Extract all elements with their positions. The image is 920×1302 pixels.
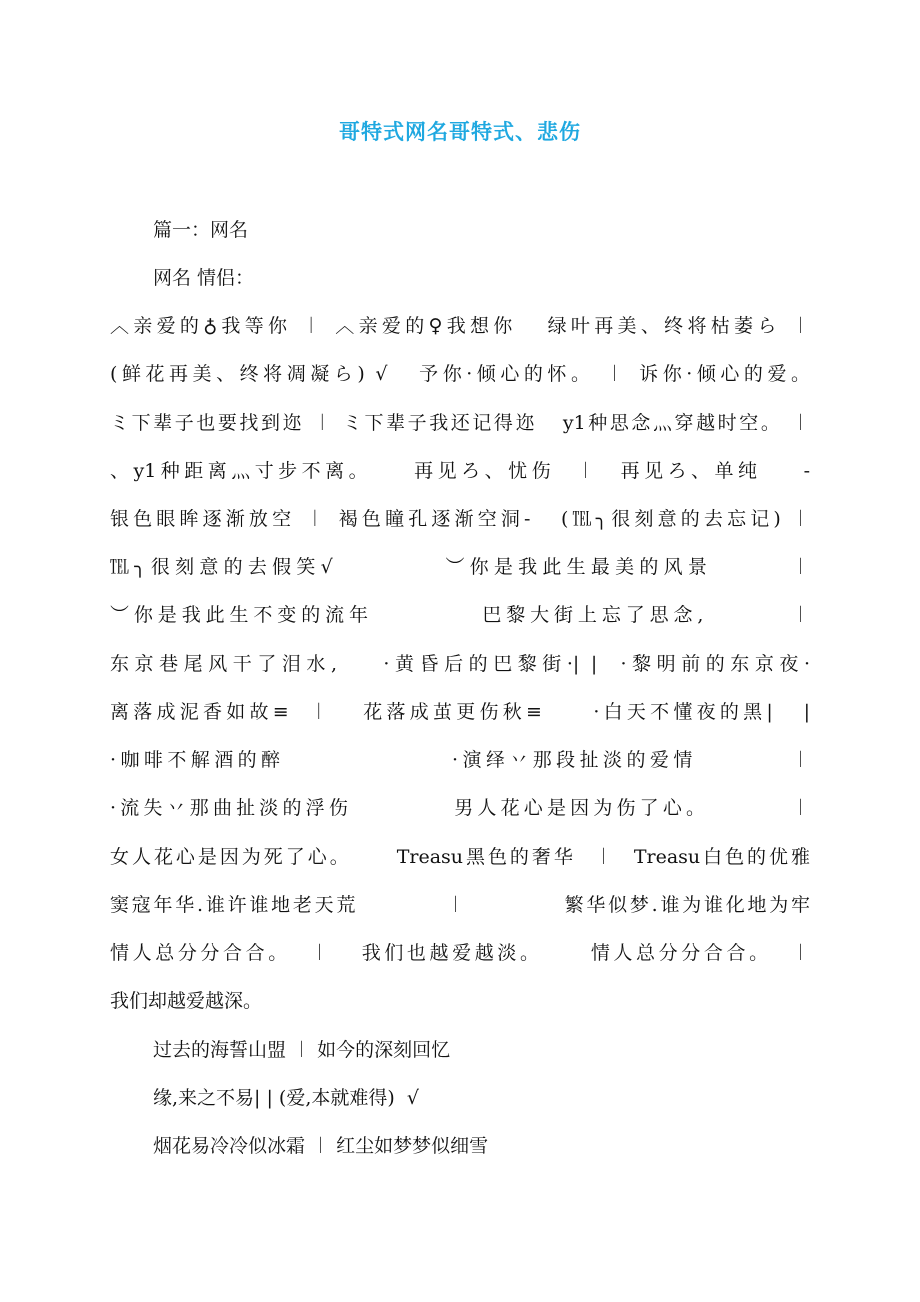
body-line: ·咖啡不解酒的醉 ·演绎丷那段扯淡的爱情 ︱ xyxy=(110,749,810,771)
indented-line: 烟花易冷冷似冰霜 ︱ 红尘如梦梦似细雪 xyxy=(153,1135,489,1157)
body-line: 女人花心是因为死了心。 Treasu黑色的奢华 ︱ Treasu白色的优雅 xyxy=(110,846,810,868)
body-line: ミ下辈子也要找到迩 ︱ ミ下辈子我还记得迩 y1种思念灬穿越时空。 ︱ xyxy=(110,412,810,434)
indented-line: 过去的海誓山盟 ︱ 如今的深刻回忆 xyxy=(153,1039,451,1061)
body-line: ·流失丷那曲扯淡的浮伤 男人花心是因为伤了心。 ︱ xyxy=(110,797,810,819)
body-line: 窦寇年华.谁许谁地老天荒 ︱ 繁华似梦.谁为谁化地为牢 xyxy=(110,894,810,916)
body-line: 东京巷尾风干了泪水, ·黄昏后的巴黎街·| | ·黎明前的东京夜· xyxy=(110,653,810,675)
body-line: 、y1种距离灬寸步不离。 再见ろ、忧伤 ︱ 再见ろ、单纯 - xyxy=(110,460,810,482)
body-line: 银色眼眸逐渐放空 ︱ 褐色瞳孔逐渐空洞- (℡╮很刻意的去忘记) ︱ xyxy=(110,508,810,530)
body-line: ︶你是我此生不变的流年 巴黎大街上忘了思念, ︱ xyxy=(110,604,810,626)
indented-line: 缘,来之不易| | (爱,本就难得) √ xyxy=(153,1087,419,1109)
body-line: 离落成泥香如故≡ ︱ 花落成茧更伤秋≡ ·白天不懂夜的黑| | xyxy=(110,701,810,723)
body-line: 情人总分分合合。 ︱ 我们也越爱越淡。 情人总分分合合。 ︱ xyxy=(110,942,810,964)
document-title: 哥特式网名哥特式、悲伤 xyxy=(339,119,581,144)
body-line: 我们却越爱越深。 xyxy=(110,990,263,1012)
body-line: ︿亲爱的♁我等你 ︱ ︿亲爱的♀我想你 绿叶再美、终将枯萎ら ︱ xyxy=(110,315,810,337)
body-line: (鲜花再美、终将凋凝ら) √ 予你·倾心的怀。 ︱ 诉你·倾心的爱。 xyxy=(110,363,810,385)
heading-text: 篇一：网名 xyxy=(153,219,249,241)
body-line: ℡╮很刻意的去假笑√ ︶你是我此生最美的风景 ︱ xyxy=(110,556,810,578)
subheading-text: 网名 情侣： xyxy=(153,267,255,289)
